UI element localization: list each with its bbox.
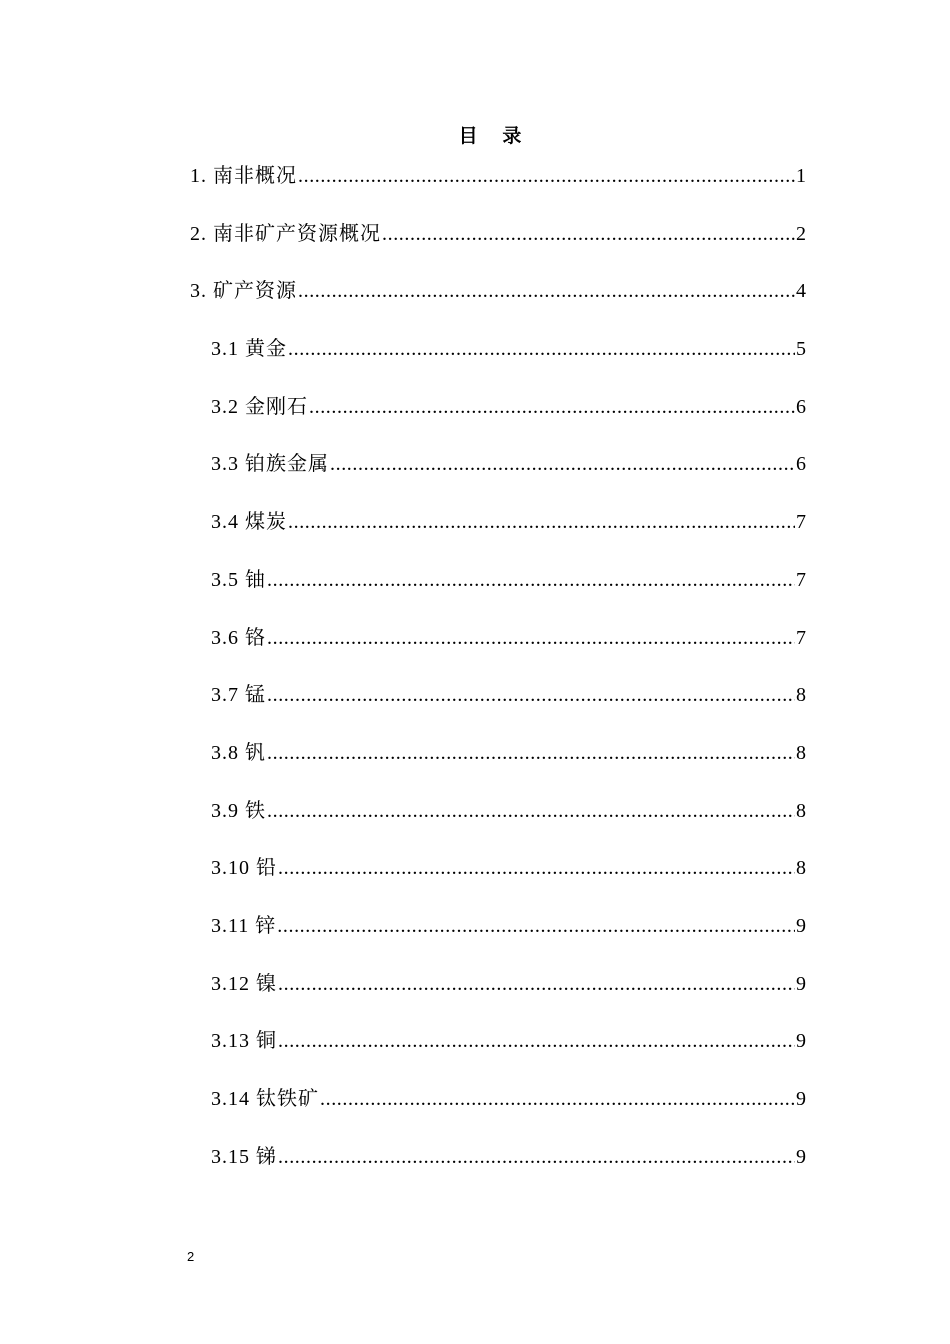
toc-leader-dots <box>267 679 795 711</box>
toc-entry[interactable] <box>190 564 806 622</box>
toc-leader-dots <box>277 910 795 942</box>
toc-entry-label: 3.12 镍 <box>211 972 277 995</box>
toc-leader-dots <box>298 275 795 307</box>
toc-entry-page: 6 <box>796 395 806 418</box>
toc-entry-page: 8 <box>796 684 806 707</box>
toc-entry-label: 1. 南非概况 <box>190 165 297 187</box>
toc-entry[interactable] <box>190 1025 806 1083</box>
toc-leader-dots <box>267 622 795 654</box>
toc-entry[interactable] <box>190 333 806 391</box>
toc-entry-label: 3.13 铜 <box>211 1030 277 1053</box>
toc-entry[interactable] <box>190 968 806 1026</box>
toc-leader-dots <box>278 1025 795 1057</box>
toc-entry-page: 4 <box>796 280 806 303</box>
toc-entry[interactable] <box>190 1083 806 1141</box>
toc-entry[interactable] <box>190 737 806 795</box>
toc-entry-page: 8 <box>796 741 806 764</box>
toc-entry-label: 3.3 铂族金属 <box>211 453 329 476</box>
toc-entry-label: 3.9 铁 <box>211 799 266 822</box>
toc-entry[interactable] <box>190 275 806 333</box>
toc-entry-label: 3.10 铅 <box>211 857 277 880</box>
toc-entry[interactable] <box>190 506 806 564</box>
toc-entry[interactable] <box>190 852 806 910</box>
page-number: 2 <box>187 1249 195 1264</box>
toc-leader-dots <box>267 737 795 769</box>
toc-entry-page: 6 <box>796 453 806 476</box>
toc-entry-page: 8 <box>796 799 806 822</box>
toc-leader-dots <box>267 795 795 827</box>
toc-leader-dots <box>288 506 795 538</box>
toc-entry[interactable] <box>190 910 806 968</box>
toc-entry[interactable] <box>190 391 806 449</box>
toc-entry[interactable] <box>190 160 806 218</box>
toc-entry-label: 3.4 煤炭 <box>211 511 287 534</box>
toc-entry-label: 3. 矿产资源 <box>190 280 297 303</box>
toc-entry[interactable] <box>190 448 806 506</box>
toc-leader-dots <box>330 448 795 480</box>
toc-entry-page: 1 <box>796 165 806 187</box>
toc-leader-dots <box>278 968 795 1000</box>
toc-entry-page: 9 <box>796 914 806 937</box>
toc-entry-label: 3.1 黄金 <box>211 338 287 361</box>
toc-title: 目 录 <box>458 126 532 147</box>
toc-leader-dots <box>298 160 795 192</box>
toc-entry-page: 2 <box>796 222 806 245</box>
toc-entry[interactable] <box>190 622 806 680</box>
toc-entry[interactable] <box>190 218 806 276</box>
toc-entry-page: 9 <box>796 1088 806 1110</box>
toc-leader-dots <box>382 218 795 250</box>
toc-entry-page: 5 <box>796 338 806 361</box>
toc-entry-page: 7 <box>796 626 806 649</box>
toc-entry-page: 7 <box>796 511 806 534</box>
toc-entry-label: 3.2 金刚石 <box>211 395 308 418</box>
toc-entry-label: 3.15 锑 <box>211 1145 277 1168</box>
toc-entry-page: 9 <box>796 1030 806 1053</box>
toc-entry-page: 7 <box>796 568 806 591</box>
toc-entry[interactable] <box>190 795 806 853</box>
toc-entry-page: 9 <box>796 972 806 995</box>
toc-leader-dots <box>278 852 795 884</box>
toc-entry-label: 3.8 钒 <box>211 741 266 764</box>
toc-entry-label: 3.11 锌 <box>211 914 277 937</box>
toc-entry-label: 3.7 锰 <box>211 684 266 707</box>
toc-entry-label: 3.14 钛铁矿 <box>211 1088 319 1110</box>
toc-entry-label: 2. 南非矿产资源概况 <box>190 222 381 245</box>
toc-entry-label: 3.5 铀 <box>211 568 266 591</box>
toc-leader-dots <box>309 391 795 423</box>
toc-entry-page: 8 <box>796 857 806 880</box>
toc-entry[interactable] <box>190 679 806 737</box>
toc-leader-dots <box>288 333 795 365</box>
toc-list <box>190 160 806 1198</box>
toc-leader-dots <box>278 1141 795 1173</box>
toc-entry[interactable] <box>190 1141 806 1199</box>
toc-entry-page: 9 <box>796 1145 806 1168</box>
toc-leader-dots <box>267 564 795 596</box>
toc-leader-dots <box>320 1083 795 1115</box>
toc-entry-label: 3.6 铬 <box>211 626 266 649</box>
